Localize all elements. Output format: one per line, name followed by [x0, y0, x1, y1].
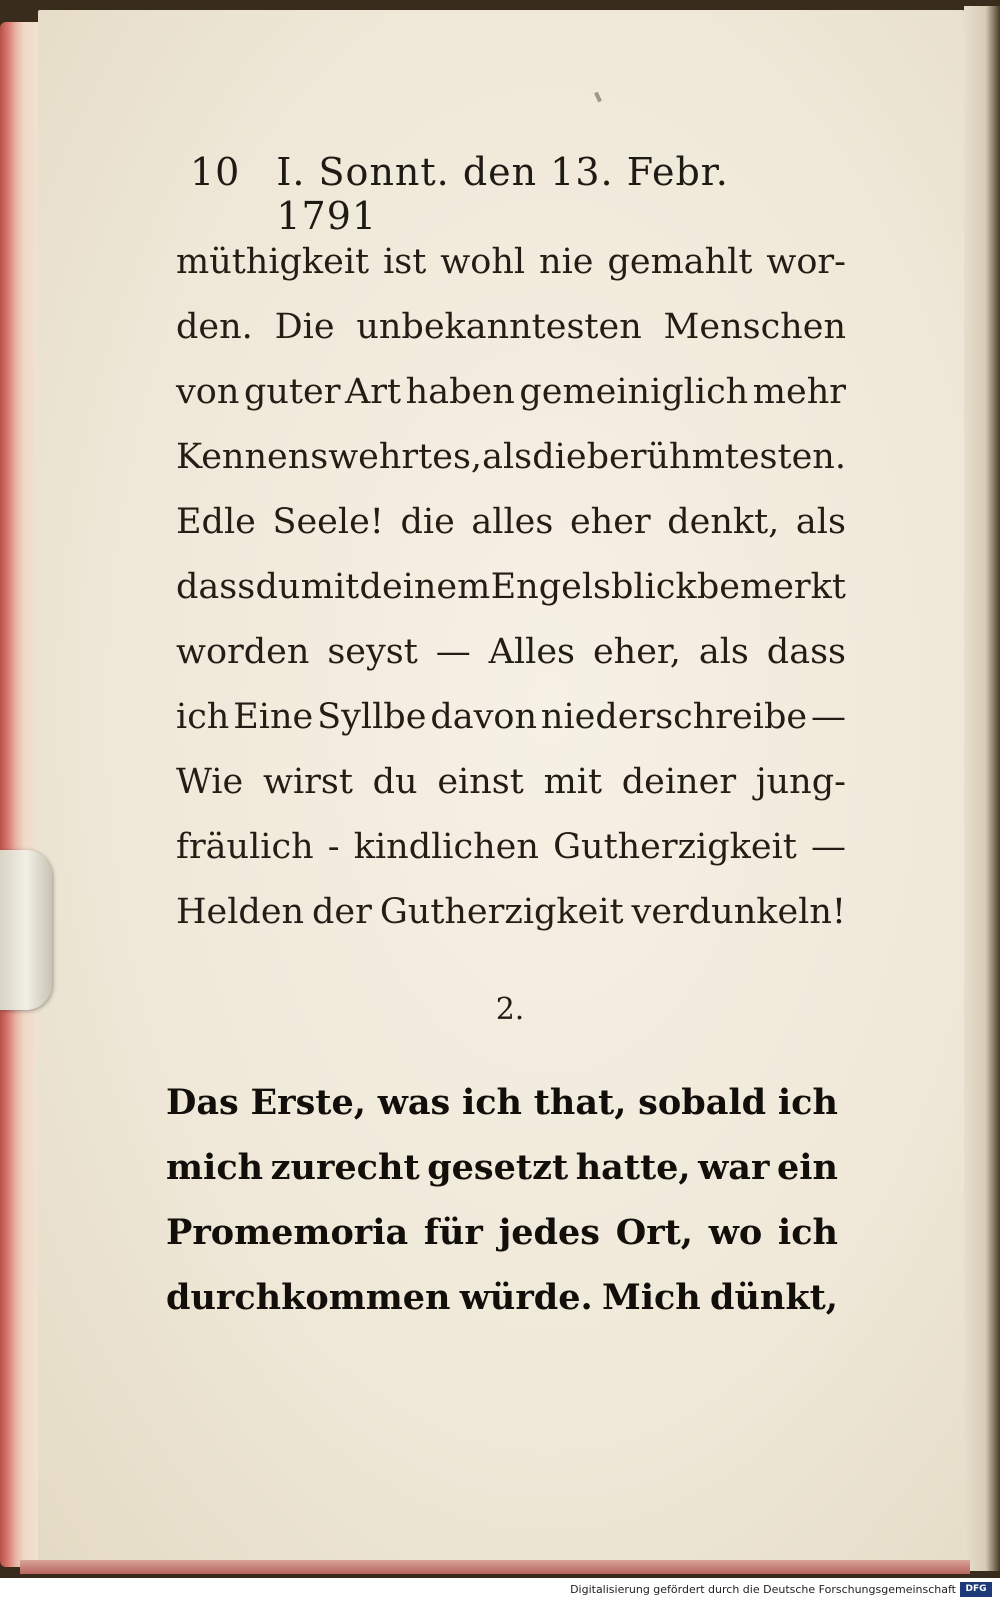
page-edge-bottom — [20, 1560, 970, 1574]
text-line: fräulich - kindlichen Gutherzigkeit — — [176, 827, 846, 867]
page-number: 10 — [190, 150, 241, 194]
text-line: Wie wirst du einst mit deiner jung- — [176, 762, 846, 802]
text-line: Promemoria für jedes Ort, wo ich — [166, 1212, 838, 1253]
footer-bar — [0, 1578, 1000, 1603]
page-edge-right — [964, 6, 1000, 1571]
text-line: Helden der Gutherzigkeit verdunkeln! — [176, 892, 846, 932]
text-line: den. Die unbekanntesten Menschen — [176, 307, 846, 347]
text-line: worden seyst — Alles eher, als dass — [176, 632, 846, 672]
text-line: Kennenswehrtes, als die berühmtesten. — [176, 437, 846, 477]
text-line: Edle Seele! die alles eher denkt, als — [176, 502, 846, 542]
footer-credit: Digitalisierung gefördert durch die Deutsche Forschungsgemeinschaft — [570, 1583, 956, 1596]
section-number: 2. — [495, 992, 525, 1027]
text-line: Das Erste, was ich that, sobald ich — [166, 1082, 838, 1123]
page-edge-left — [0, 22, 40, 1567]
text-line: dass du mit deinem Engelsblick bemerkt — [176, 567, 846, 607]
dfg-logo: DFG — [960, 1582, 992, 1597]
text-line: mich zurecht gesetzt hatte, war ein — [166, 1147, 838, 1188]
paragraph-1 — [176, 230, 846, 945]
paragraph-2 — [166, 1070, 838, 1330]
text-line: ich Eine Syllbe davon niederschreibe — — [176, 697, 846, 737]
text-line: durchkommen würde. Mich dünkt, — [166, 1277, 838, 1318]
header-text: I. Sonnt. den 13. Febr. 1791 — [276, 150, 729, 238]
running-header — [190, 150, 810, 238]
page-clip — [0, 850, 52, 1010]
text-line: von guter Art haben gemeiniglich mehr — [176, 372, 846, 412]
text-line: müthigkeit ist wohl nie gemahlt wor- — [176, 242, 846, 282]
